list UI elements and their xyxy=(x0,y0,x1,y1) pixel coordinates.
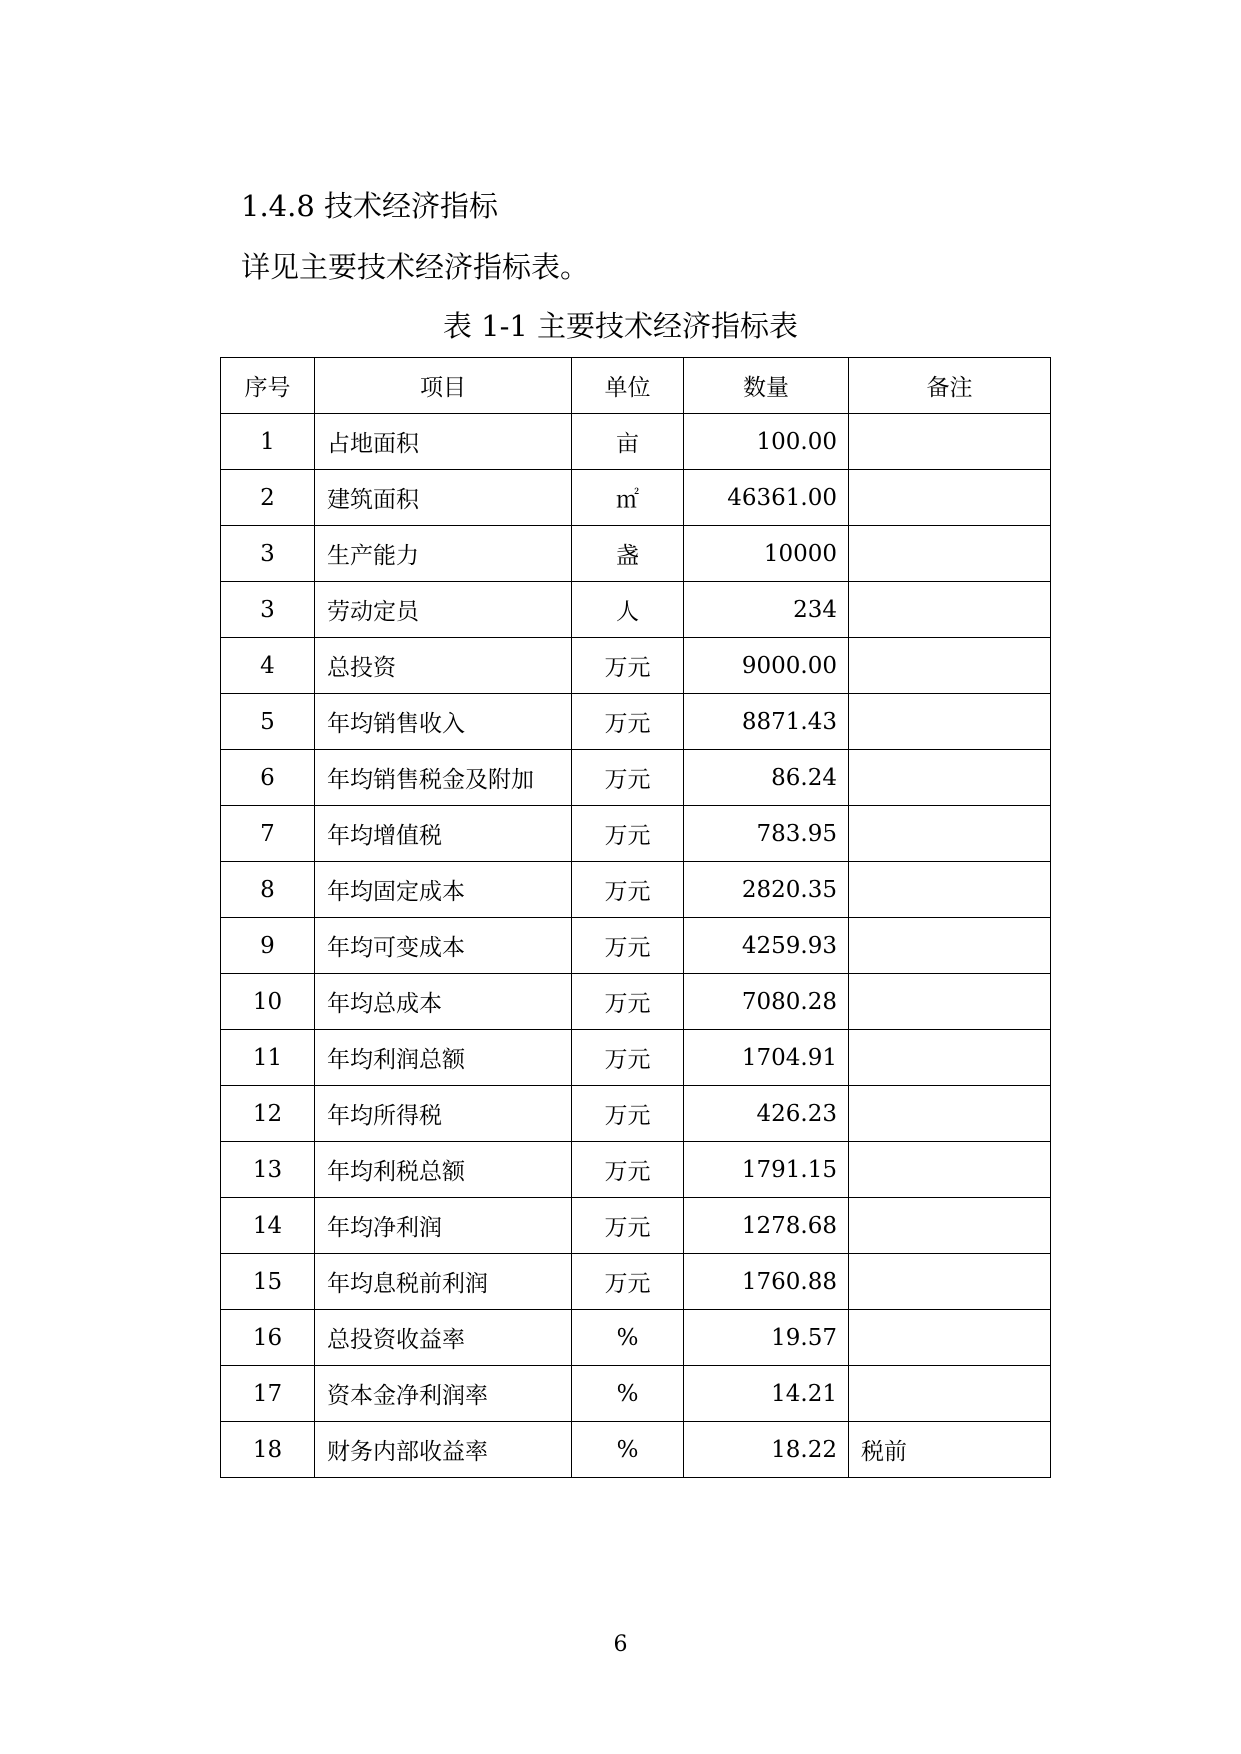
cell-quantity: 18.22 xyxy=(684,1422,849,1478)
cell-seq: 17 xyxy=(221,1366,315,1422)
cell-item: 年均固定成本 xyxy=(315,862,572,918)
cell-unit: % xyxy=(572,1310,684,1366)
cell-seq: 8 xyxy=(221,862,315,918)
cell-item: 年均增值税 xyxy=(315,806,572,862)
cell-unit: 万元 xyxy=(572,638,684,694)
cell-unit: 亩 xyxy=(572,414,684,470)
cell-quantity: 14.21 xyxy=(684,1366,849,1422)
cell-remarks xyxy=(849,1086,1051,1142)
cell-item: 总投资 xyxy=(315,638,572,694)
cell-unit: 人 xyxy=(572,582,684,638)
cell-seq: 12 xyxy=(221,1086,315,1142)
table-row xyxy=(221,806,1051,862)
header-item: 项目 xyxy=(315,358,572,414)
cell-remarks xyxy=(849,1366,1051,1422)
cell-quantity: 7080.28 xyxy=(684,974,849,1030)
cell-unit: 万元 xyxy=(572,1142,684,1198)
cell-item: 年均净利润 xyxy=(315,1198,572,1254)
table-header-row xyxy=(221,358,1051,414)
cell-unit: 万元 xyxy=(572,1198,684,1254)
cell-seq: 13 xyxy=(221,1142,315,1198)
cell-unit: 万元 xyxy=(572,1030,684,1086)
table-row xyxy=(221,1310,1051,1366)
cell-item: 年均可变成本 xyxy=(315,918,572,974)
cell-remarks xyxy=(849,1198,1051,1254)
cell-item: 年均利税总额 xyxy=(315,1142,572,1198)
cell-quantity: 19.57 xyxy=(684,1310,849,1366)
cell-seq: 18 xyxy=(221,1422,315,1478)
cell-seq: 2 xyxy=(221,470,315,526)
cell-remarks xyxy=(849,582,1051,638)
cell-item: 年均息税前利润 xyxy=(315,1254,572,1310)
cell-quantity: 9000.00 xyxy=(684,638,849,694)
table-row xyxy=(221,1254,1051,1310)
cell-remarks xyxy=(849,862,1051,918)
table-row xyxy=(221,1422,1051,1478)
cell-item: 劳动定员 xyxy=(315,582,572,638)
cell-unit: 万元 xyxy=(572,694,684,750)
cell-quantity: 2820.35 xyxy=(684,862,849,918)
cell-quantity: 426.23 xyxy=(684,1086,849,1142)
cell-seq: 16 xyxy=(221,1310,315,1366)
cell-unit: 万元 xyxy=(572,750,684,806)
cell-unit: 盏 xyxy=(572,526,684,582)
cell-unit: 万元 xyxy=(572,1086,684,1142)
page-number: 6 xyxy=(613,1632,628,1657)
header-remarks: 备注 xyxy=(849,358,1051,414)
cell-seq: 11 xyxy=(221,1030,315,1086)
cell-quantity: 46361.00 xyxy=(684,470,849,526)
table-row xyxy=(221,974,1051,1030)
table-row xyxy=(221,526,1051,582)
cell-seq: 15 xyxy=(221,1254,315,1310)
cell-remarks xyxy=(849,806,1051,862)
header-quantity: 数量 xyxy=(684,358,849,414)
cell-remarks xyxy=(849,694,1051,750)
section-heading: 1.4.8 技术经济指标 xyxy=(241,189,499,223)
cell-quantity: 4259.93 xyxy=(684,918,849,974)
table-row xyxy=(221,918,1051,974)
cell-quantity: 234 xyxy=(684,582,849,638)
cell-remarks xyxy=(849,1310,1051,1366)
table-body xyxy=(221,414,1051,1478)
cell-remarks xyxy=(849,638,1051,694)
cell-item: 年均总成本 xyxy=(315,974,572,1030)
table-caption: 表 1-1 主要技术经济指标表 xyxy=(442,309,799,343)
cell-remarks xyxy=(849,1254,1051,1310)
table-row xyxy=(221,1142,1051,1198)
cell-seq: 6 xyxy=(221,750,315,806)
cell-remarks: 税前 xyxy=(849,1422,1051,1478)
cell-seq: 10 xyxy=(221,974,315,1030)
cell-remarks xyxy=(849,918,1051,974)
table-row xyxy=(221,582,1051,638)
cell-unit: 万元 xyxy=(572,862,684,918)
cell-item: 占地面积 xyxy=(315,414,572,470)
cell-item: 总投资收益率 xyxy=(315,1310,572,1366)
table-row xyxy=(221,470,1051,526)
cell-quantity: 86.24 xyxy=(684,750,849,806)
cell-seq: 5 xyxy=(221,694,315,750)
cell-quantity: 783.95 xyxy=(684,806,849,862)
cell-unit: % xyxy=(572,1422,684,1478)
cell-remarks xyxy=(849,974,1051,1030)
cell-quantity: 1278.68 xyxy=(684,1198,849,1254)
cell-unit: 万元 xyxy=(572,1254,684,1310)
cell-item: 年均销售收入 xyxy=(315,694,572,750)
cell-item: 生产能力 xyxy=(315,526,572,582)
cell-item: 年均利润总额 xyxy=(315,1030,572,1086)
table-row xyxy=(221,1366,1051,1422)
cell-remarks xyxy=(849,1030,1051,1086)
cell-remarks xyxy=(849,1142,1051,1198)
cell-remarks xyxy=(849,750,1051,806)
cell-quantity: 8871.43 xyxy=(684,694,849,750)
cell-quantity: 1704.91 xyxy=(684,1030,849,1086)
table-row xyxy=(221,414,1051,470)
table-row xyxy=(221,1086,1051,1142)
table-row xyxy=(221,862,1051,918)
cell-quantity: 100.00 xyxy=(684,414,849,470)
cell-seq: 3 xyxy=(221,582,315,638)
cell-seq: 7 xyxy=(221,806,315,862)
table-row xyxy=(221,694,1051,750)
table-row xyxy=(221,750,1051,806)
cell-quantity: 10000 xyxy=(684,526,849,582)
indicators-table xyxy=(220,357,1051,1478)
header-unit: 单位 xyxy=(572,358,684,414)
cell-item: 资本金净利润率 xyxy=(315,1366,572,1422)
cell-quantity: 1791.15 xyxy=(684,1142,849,1198)
cell-remarks xyxy=(849,470,1051,526)
cell-unit: % xyxy=(572,1366,684,1422)
cell-unit: ㎡ xyxy=(572,470,684,526)
cell-quantity: 1760.88 xyxy=(684,1254,849,1310)
cell-unit: 万元 xyxy=(572,806,684,862)
cell-item: 建筑面积 xyxy=(315,470,572,526)
cell-seq: 1 xyxy=(221,414,315,470)
cell-remarks xyxy=(849,526,1051,582)
cell-unit: 万元 xyxy=(572,974,684,1030)
cell-remarks xyxy=(849,414,1051,470)
cell-unit: 万元 xyxy=(572,918,684,974)
header-seq: 序号 xyxy=(221,358,315,414)
cell-seq: 3 xyxy=(221,526,315,582)
table-row xyxy=(221,638,1051,694)
cell-seq: 14 xyxy=(221,1198,315,1254)
cell-item: 财务内部收益率 xyxy=(315,1422,572,1478)
cell-item: 年均所得税 xyxy=(315,1086,572,1142)
table-row xyxy=(221,1030,1051,1086)
table-row xyxy=(221,1198,1051,1254)
cell-seq: 4 xyxy=(221,638,315,694)
cell-seq: 9 xyxy=(221,918,315,974)
intro-text: 详见主要技术经济指标表。 xyxy=(241,250,590,284)
cell-item: 年均销售税金及附加 xyxy=(315,750,572,806)
